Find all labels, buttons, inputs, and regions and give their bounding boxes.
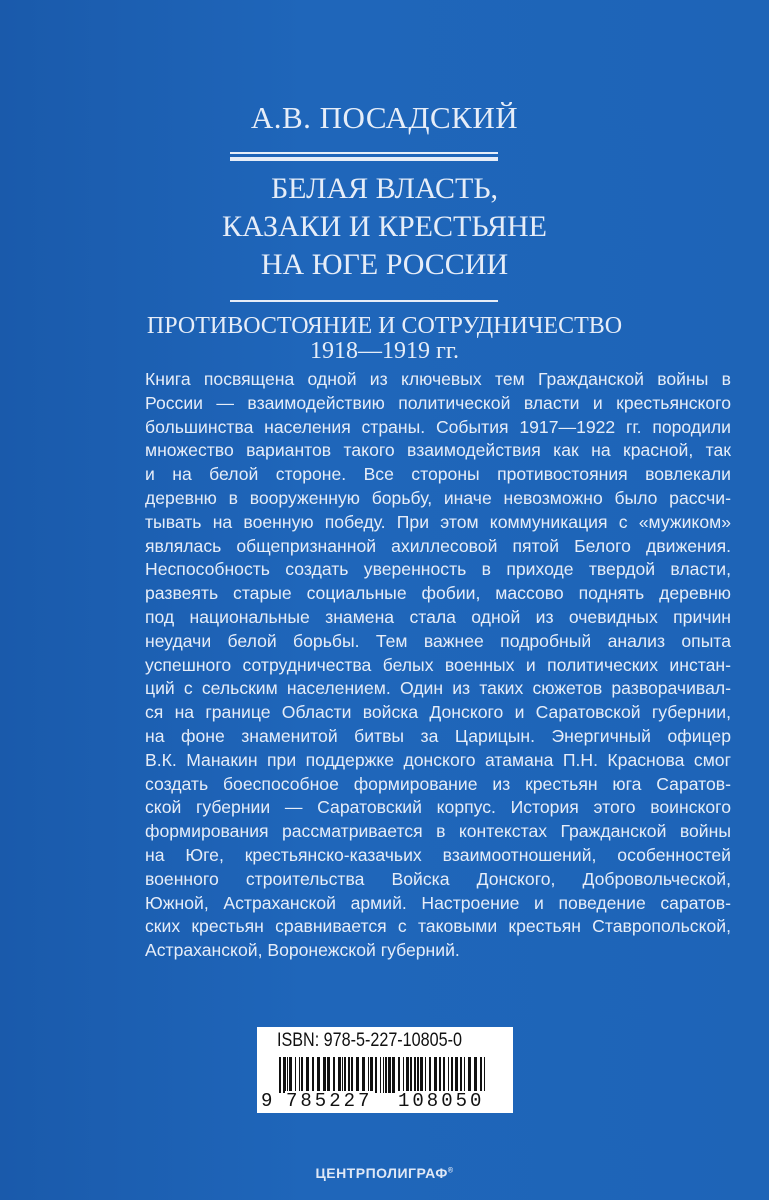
- barcode-bar: [299, 1057, 300, 1093]
- barcode-bar: [375, 1057, 377, 1093]
- barcode-bar: [448, 1057, 449, 1093]
- barcode-bar: [420, 1057, 423, 1093]
- barcode-bar: [468, 1057, 471, 1093]
- description-line: создать боеспособное формирование из крестьян юга Саратов-: [145, 773, 731, 794]
- barcode-digit-first: 9: [261, 1090, 276, 1112]
- barcode-bar: [342, 1057, 343, 1093]
- barcode-bar: [312, 1057, 314, 1093]
- barcode-bar: [474, 1057, 477, 1093]
- barcode-bar: [383, 1057, 384, 1093]
- barcode-bar: [434, 1057, 437, 1093]
- description-line: большинства населения страны. События 1917—1922 гг. породили: [145, 416, 731, 437]
- barcode-bar: [323, 1057, 326, 1093]
- divider-thick: [230, 157, 498, 161]
- description-line: В.К. Манакин при поддержке донского атамана П.Н. Краснова смог: [145, 749, 731, 770]
- barcode-bar: [362, 1057, 365, 1093]
- barcode-bar: [388, 1057, 391, 1093]
- barcode-bar: [443, 1057, 445, 1093]
- description-line: Астраханской, Воронежской губерний.: [145, 940, 460, 961]
- barcode-bar: [484, 1057, 485, 1093]
- description-line: являлась общепризнанной ахиллесовой пятой Белого движения.: [145, 535, 731, 556]
- barcode-digits-right: 108050: [398, 1090, 485, 1112]
- description: [145, 368, 731, 963]
- description-line: ся на границе Области войска Донского и Саратовской губернии,: [145, 702, 731, 723]
- barcode-bar: [356, 1057, 359, 1093]
- subtitle-years: 1918—1919 гг.: [310, 338, 459, 364]
- barcode-bar: [429, 1057, 431, 1093]
- barcode-bar: [403, 1057, 404, 1093]
- description-line: Неспособность создать уверенность в приходе твердой власти,: [145, 559, 731, 580]
- description-line: военного строительства Войска Донского, Добровольческой,: [145, 868, 731, 889]
- barcode-bar: [295, 1057, 296, 1093]
- barcode-bar: [414, 1057, 416, 1093]
- divider: [230, 300, 498, 302]
- description-line: России — взаимодействию политической власти и крестьянского: [145, 392, 731, 413]
- barcode-bar: [385, 1057, 387, 1093]
- barcode-bar: [370, 1057, 373, 1093]
- barcode-bar: [287, 1057, 288, 1093]
- description-line: множество вариантов такого взаимодействия как на красной, так: [145, 440, 731, 461]
- barcode-bar: [439, 1057, 441, 1093]
- barcode-bar: [460, 1057, 462, 1093]
- barcode-label: [257, 1027, 513, 1113]
- title-line: БЕЛАЯ ВЛАСТЬ,: [270, 172, 499, 205]
- barcode-bar: [464, 1057, 465, 1093]
- description-line: неудачи белой борьбы. Тем важнее подробный анализ опыта: [145, 630, 731, 651]
- description-line: деревню в вооруженную борьбу, иначе невозможно было рассчи-: [145, 487, 731, 508]
- barcode-bar: [406, 1057, 409, 1093]
- barcode-bar: [398, 1057, 400, 1093]
- description-line: под национальные знамена стала одной из очевидных причин: [145, 606, 731, 627]
- barcode-bar: [480, 1057, 482, 1093]
- barcode-bar: [289, 1057, 292, 1093]
- title-line: КАЗАКИ И КРЕСТЬЯНЕ: [222, 210, 547, 243]
- subtitle-line: ПРОТИВОСТОЯНИЕ И СОТРУДНИЧЕСТВО: [146, 313, 623, 339]
- description-line: ций с сельским населением. Один из таких сюжетов разворачивал-: [145, 678, 731, 699]
- barcode-bar: [333, 1057, 335, 1093]
- description-line: формирования рассматривается в контекстах Гражданской войны: [145, 821, 731, 842]
- subtitle: [0, 314, 769, 364]
- barcode-bar: [344, 1057, 346, 1093]
- barcode-bar: [327, 1057, 330, 1093]
- barcode-icon: [279, 1057, 489, 1093]
- description-line: тывать на военную победу. При этом коммуникация с «мужиком»: [145, 511, 731, 532]
- barcode-bar: [348, 1057, 350, 1093]
- title-line: НА ЮГЕ РОССИИ: [260, 248, 509, 281]
- barcode-bar: [301, 1057, 303, 1093]
- description-line: ских крестьян сравнивается с таковыми крестьян Ставропольской,: [145, 916, 731, 937]
- barcode-bar: [455, 1057, 458, 1093]
- publisher-name: ЦЕНТРПОЛИГРАФ: [315, 1165, 448, 1181]
- book-title: [0, 170, 769, 284]
- description-line: Книга посвящена одной из ключевых тем Гражданской войны в: [145, 369, 731, 389]
- description-line: развеять старые социальные фобии, массово поднять деревню: [145, 583, 731, 604]
- author-name: А.В. ПОСАДСКИЙ: [250, 100, 519, 135]
- barcode-bar: [317, 1057, 320, 1093]
- barcode-bar: [306, 1057, 309, 1093]
- publisher-logo: ЦЕНТРПОЛИГРАФ®: [315, 1165, 454, 1181]
- description-line: успешного сотрудничества белых военных и политических инстан-: [145, 654, 731, 675]
- barcode-digits-left: 785227: [286, 1090, 373, 1112]
- description-line: ской губернии — Саратовский корпус. История этого воинского: [145, 797, 731, 818]
- barcode-bar: [351, 1057, 353, 1093]
- barcode-bar: [392, 1057, 395, 1093]
- isbn-text: ISBN: 978-5-227-10805-0: [277, 1030, 462, 1051]
- barcode-bar: [279, 1057, 281, 1093]
- barcode-bar: [338, 1057, 341, 1093]
- barcode-bar: [368, 1057, 369, 1093]
- description-line: на фоне знаменитой битвы за Царицын. Энергичный офицер: [145, 725, 731, 746]
- description-line: Южной, Астраханской армий. Настроение и поведение саратов-: [145, 892, 731, 913]
- barcode-bar: [417, 1057, 419, 1093]
- barcode-bar: [380, 1057, 381, 1093]
- description-line: и на белой стороне. Все стороны противостояния вовлекали: [145, 464, 731, 485]
- barcode-bar: [425, 1057, 426, 1093]
- barcode-bar: [283, 1057, 286, 1093]
- description-line: на Юге, крестьянско-казачьих взаимоотношений, особенностей: [145, 844, 731, 865]
- barcode-bar: [451, 1057, 453, 1093]
- divider-thin: [230, 152, 498, 154]
- barcode-bar: [410, 1057, 412, 1093]
